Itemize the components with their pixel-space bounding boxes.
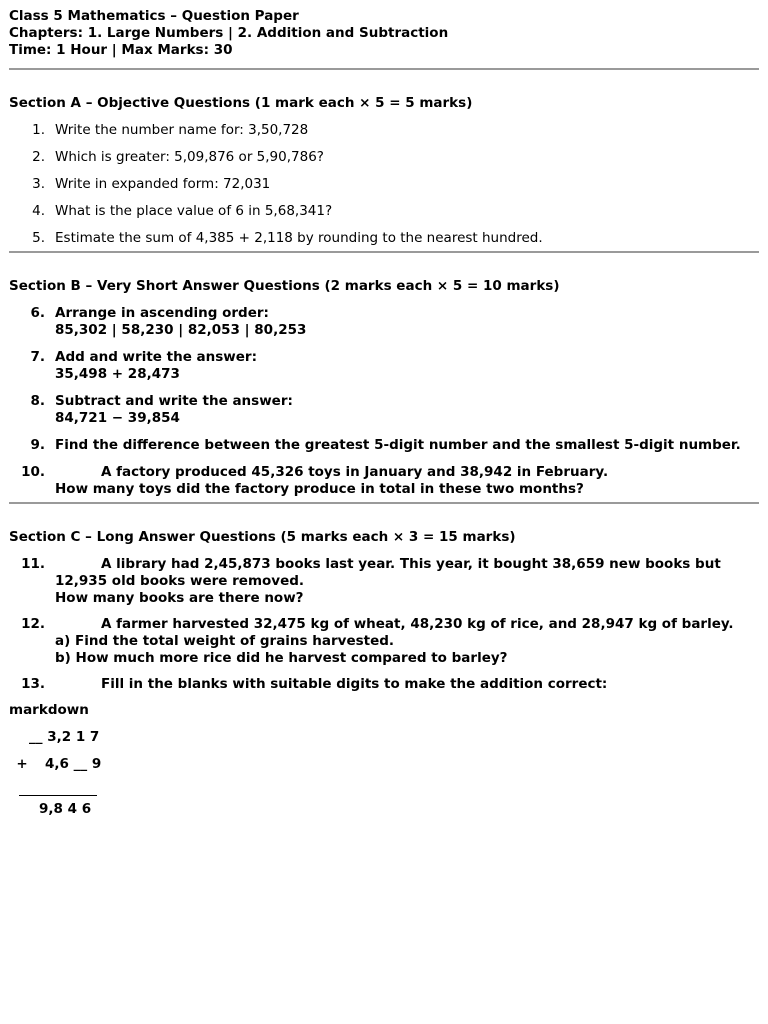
question-number: 1. bbox=[32, 122, 45, 138]
question-number: 7. bbox=[30, 349, 45, 365]
question-part-a: a) Find the total weight of grains harvested. bbox=[55, 633, 395, 649]
question-number: 8. bbox=[30, 393, 45, 409]
section-c-questions bbox=[9, 556, 759, 693]
question-12 bbox=[9, 616, 759, 667]
question-text: Which is greater: 5,09,876 or 5,90,786? bbox=[55, 149, 324, 165]
question-number: 4. bbox=[32, 203, 45, 219]
question-number: 11. bbox=[21, 556, 45, 572]
question-text: Write the number name for: 3,50,728 bbox=[55, 122, 309, 138]
question-text: Fill in the blanks with suitable digits to make the addition correct: bbox=[101, 676, 608, 692]
question-5 bbox=[9, 230, 759, 247]
question-number: 12. bbox=[21, 616, 45, 632]
paper-chapters: Chapters: 1. Large Numbers | 2. Addition and Subtraction bbox=[9, 25, 449, 41]
question-text: What is the place value of 6 in 5,68,341? bbox=[55, 203, 333, 219]
paper-time-marks: Time: 1 Hour | Max Marks: 30 bbox=[9, 42, 233, 58]
divider bbox=[9, 502, 759, 504]
question-9 bbox=[9, 437, 759, 454]
paper-header bbox=[9, 8, 759, 59]
question-13 bbox=[9, 676, 759, 693]
section-b-title: Section B – Very Short Answer Questions (2 marks each × 5 = 10 marks) bbox=[9, 278, 560, 294]
question-number: 10. bbox=[21, 464, 45, 480]
section-a-questions bbox=[9, 122, 759, 247]
plus-sign: + bbox=[16, 756, 28, 772]
section-b-questions bbox=[9, 305, 759, 498]
sum-result: 9,8 4 6 bbox=[39, 801, 92, 817]
question-7 bbox=[9, 349, 759, 383]
question-text: Write in expanded form: 72,031 bbox=[55, 176, 271, 192]
question-text: Estimate the sum of 4,385 + 2,118 by rounding to the nearest hundred. bbox=[55, 230, 543, 246]
divider bbox=[9, 68, 759, 70]
question-3 bbox=[9, 176, 759, 193]
question-text: How many books are there now? bbox=[55, 590, 304, 606]
question-number: 3. bbox=[32, 176, 45, 192]
addend-1: __ 3,2 1 7 bbox=[29, 729, 100, 745]
question-part-b: b) How much more rice did he harvest compared to barley? bbox=[55, 650, 508, 666]
question-expression: 84,721 − 39,854 bbox=[55, 410, 180, 426]
markdown-label: markdown bbox=[9, 702, 89, 718]
question-text: How many toys did the factory produce in total in these two months? bbox=[55, 481, 584, 497]
question-number: 6. bbox=[30, 305, 45, 321]
question-numbers: 85,302 | 58,230 | 82,053 | 80,253 bbox=[55, 322, 307, 338]
question-expression: 35,498 + 28,473 bbox=[55, 366, 180, 382]
addend-2-row bbox=[9, 756, 759, 773]
question-number: 5. bbox=[32, 230, 45, 246]
section-c-title: Section C – Long Answer Questions (5 marks each × 3 = 15 marks) bbox=[9, 529, 516, 545]
question-11 bbox=[9, 556, 759, 607]
question-text: A library had 2,45,873 books last year. This year, it bought 38,659 new books but 12,935 old books were removed. bbox=[55, 556, 721, 589]
addition-puzzle bbox=[9, 729, 759, 818]
question-number: 9. bbox=[30, 437, 45, 453]
section-a-title: Section A – Objective Questions (1 mark each × 5 = 5 marks) bbox=[9, 95, 473, 111]
question-text: Find the difference between the greatest 5-digit number and the smallest 5-digit number. bbox=[55, 437, 741, 453]
question-10 bbox=[9, 464, 759, 498]
question-number: 2. bbox=[32, 149, 45, 165]
question-number: 13. bbox=[21, 676, 45, 692]
question-8 bbox=[9, 393, 759, 427]
divider bbox=[9, 251, 759, 253]
question-text: A factory produced 45,326 toys in January and 38,942 in February. bbox=[101, 464, 609, 480]
question-6 bbox=[9, 305, 759, 339]
question-2 bbox=[9, 149, 759, 166]
question-text: Add and write the answer: bbox=[55, 349, 257, 365]
sum-rule-line bbox=[19, 795, 97, 796]
question-text: A farmer harvested 32,475 kg of wheat, 48,230 kg of rice, and 28,947 kg of barley. bbox=[101, 616, 734, 632]
question-text: Arrange in ascending order: bbox=[55, 305, 269, 321]
question-4 bbox=[9, 203, 759, 220]
paper-title: Class 5 Mathematics – Question Paper bbox=[9, 8, 299, 24]
addend-2: 4,6 __ 9 bbox=[45, 756, 102, 772]
question-text: Subtract and write the answer: bbox=[55, 393, 293, 409]
question-1 bbox=[9, 122, 759, 139]
